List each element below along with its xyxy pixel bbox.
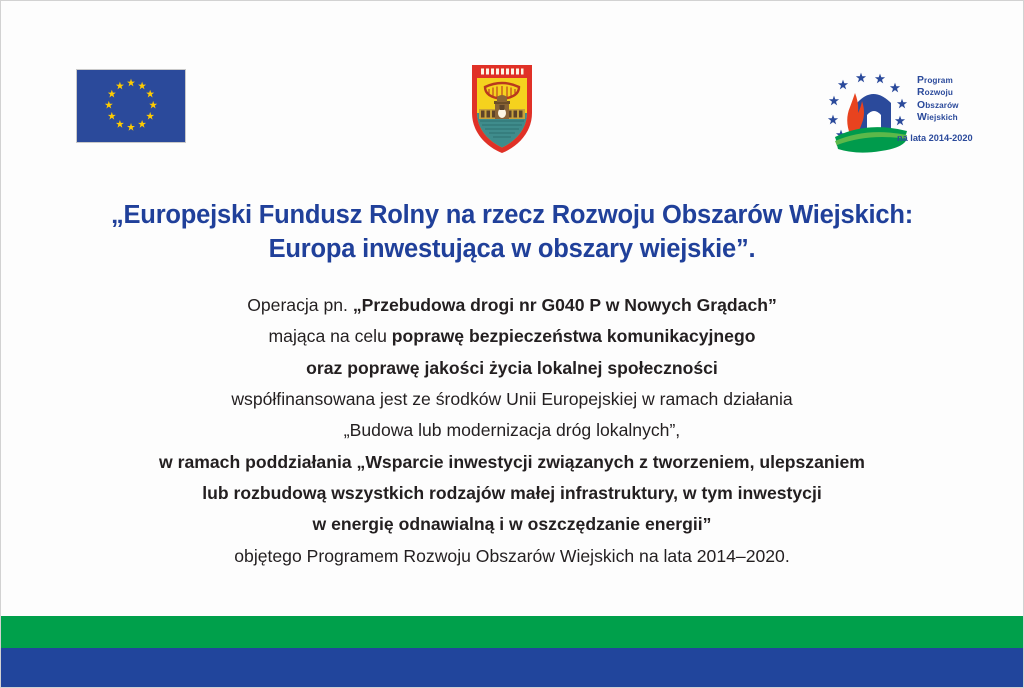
body-line-8: w energię odnawialną i w oszczędzanie energii” bbox=[312, 514, 712, 535]
prow-line-3: Obszarów bbox=[917, 99, 959, 111]
body-line-1: Operacja pn. „Przebudowa drogi nr G040 P w Nowych Grądach” bbox=[247, 295, 777, 315]
footer-blue-bar bbox=[1, 648, 1023, 688]
prow-line-2: Rozwoju bbox=[917, 87, 953, 99]
logo-strip bbox=[1, 1, 1023, 171]
body-line-4: współfinansowana jest ze środków Unii Europejskiej w ramach działania bbox=[231, 388, 793, 409]
headline bbox=[1, 199, 1023, 266]
body-line-2: mająca na celu poprawę bezpieczeństwa komunikacyjnego bbox=[268, 326, 756, 347]
eu-flag-logo bbox=[76, 69, 186, 143]
coat-of-arms-icon bbox=[469, 61, 535, 156]
prow-line-1: Program bbox=[917, 75, 953, 86]
eu-stars-icon bbox=[77, 70, 185, 142]
body-line-3: oraz poprawę jakości życia lokalnej społeczności bbox=[306, 357, 718, 378]
prow-years-label: na lata 2014-2020 bbox=[897, 133, 973, 143]
body-line-5: „Budowa lub modernizacja dróg lokalnych”, bbox=[343, 420, 681, 441]
body-line-7: lub rozbudową wszystkich rodzajów małej infrastruktury, w tym inwestycji bbox=[202, 482, 822, 503]
prow-line-4: Wiejskich bbox=[917, 111, 958, 123]
coat-of-arms-logo bbox=[469, 61, 535, 156]
body-text bbox=[1, 290, 1023, 572]
prow-logo bbox=[821, 63, 981, 158]
footer-green-bar bbox=[1, 616, 1023, 648]
headline-line-2: Europa inwestująca w obszary wiejskie”. bbox=[268, 234, 756, 263]
prow-wordmark bbox=[917, 75, 981, 124]
headline-line-1: „Europejski Fundusz Rolny na rzecz Rozwoju Obszarów Wiejskich: bbox=[110, 201, 914, 229]
body-line-6: w ramach poddziałania „Wsparcie inwestycji związanych z tworzeniem, ulepszaniem bbox=[159, 451, 865, 472]
body-line-9: objętego Programem Rozwoju Obszarów Wiejskich na lata 2014–2020. bbox=[234, 545, 790, 566]
